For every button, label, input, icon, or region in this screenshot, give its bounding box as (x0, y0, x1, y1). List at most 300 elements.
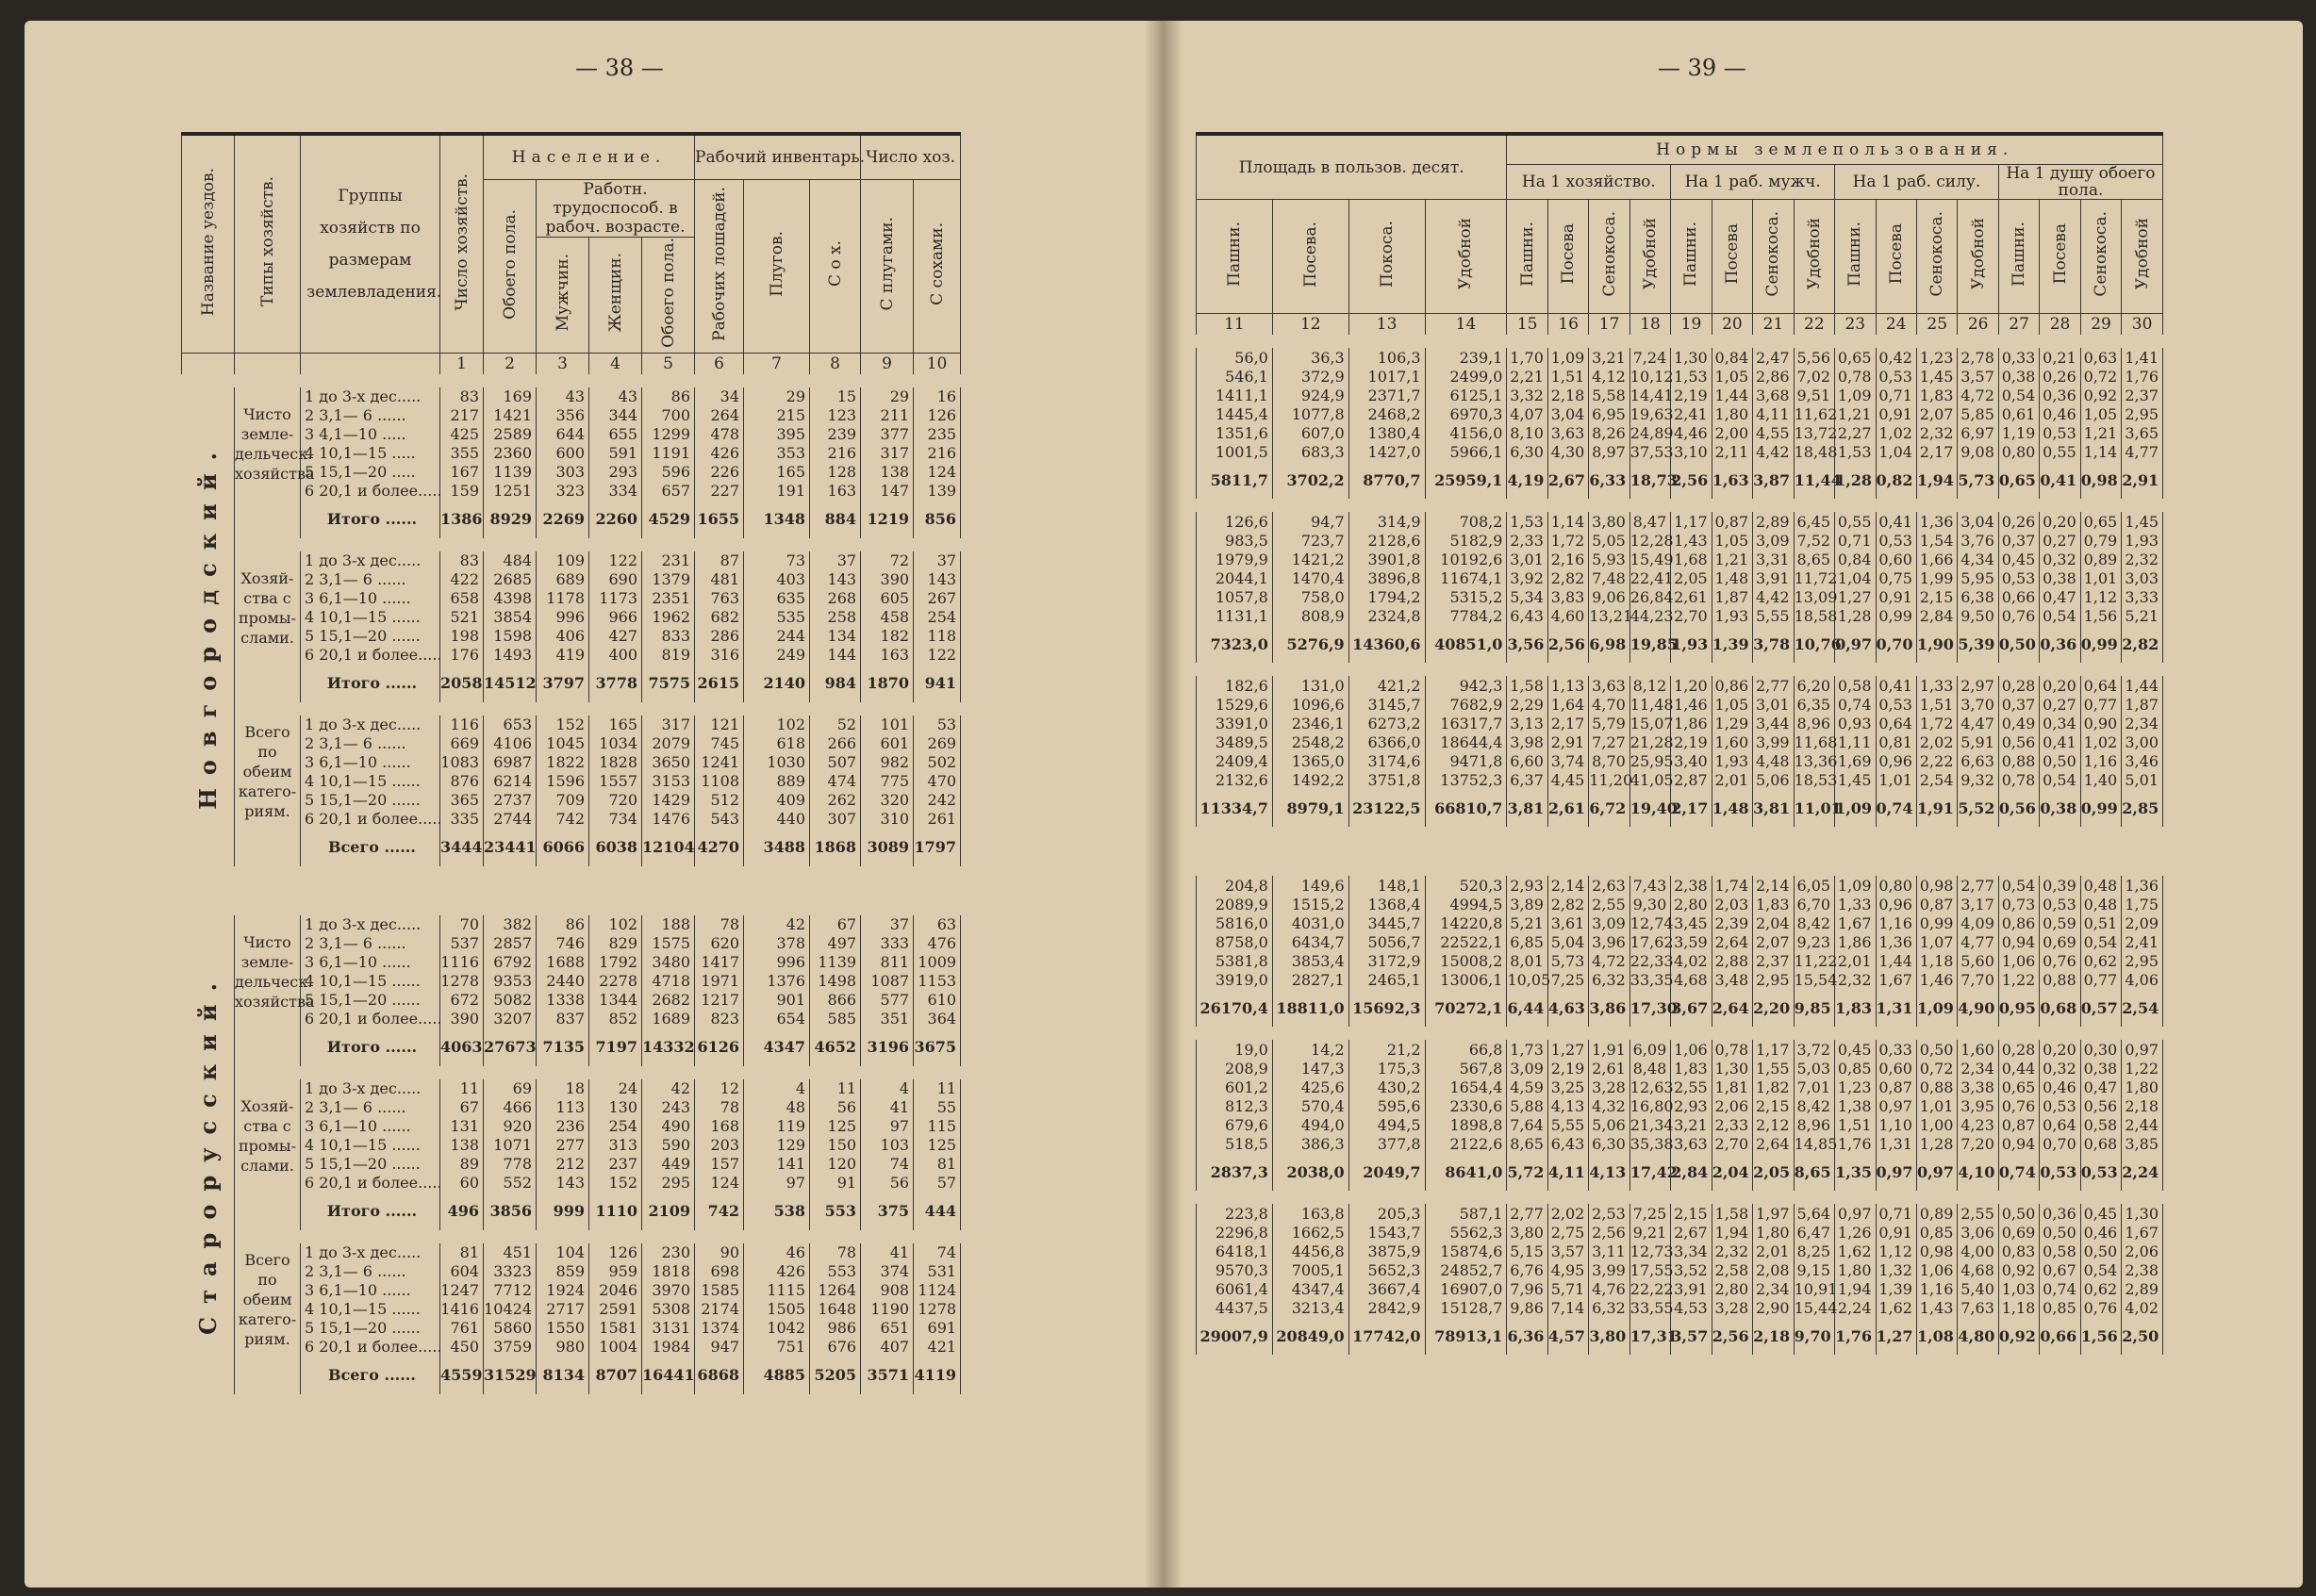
column-number-blank (182, 353, 235, 374)
value-cell: 2,70 (1712, 1134, 1752, 1153)
value-cell: 4,34 (1958, 550, 1998, 568)
header-with-sokha: С сохами. (914, 180, 961, 354)
norm-sown: Посева (1876, 200, 1916, 314)
value-cell: 920 (484, 1117, 537, 1136)
value-cell: 22,33 (1629, 951, 1674, 970)
value-cell: 0,53 (2040, 1096, 2080, 1115)
total-value: 1797 (914, 829, 961, 866)
value-cell: 8,12 (1629, 676, 1670, 695)
value-cell: 2,14 (1547, 876, 1588, 895)
value-cell: 2,55 (1589, 895, 1629, 913)
total-value: 0,53 (2040, 1153, 2080, 1191)
value-cell: 0,54 (2040, 606, 2080, 625)
total-value: 29007,9 (1197, 1317, 1273, 1355)
value-cell: 6,76 (1507, 1260, 1547, 1279)
value-cell: 103 (861, 1136, 914, 1155)
total-value: 0,92 (1998, 1317, 2039, 1355)
value-cell: 16317,7 (1425, 714, 1507, 732)
value-cell: 72 (861, 551, 914, 570)
value-cell: 212 (537, 1155, 589, 1174)
header-sokha: С о х. (810, 180, 861, 354)
value-cell: 5,71 (1547, 1279, 1588, 1298)
value-cell: 78 (695, 915, 744, 934)
total-value: 3,78 (1753, 625, 1794, 663)
column-number: 12 (1272, 314, 1348, 336)
value-cell: 0,30 (2080, 1040, 2121, 1059)
value-cell: 0,76 (1998, 1096, 2039, 1115)
value-cell: 69 (484, 1079, 537, 1098)
value-cell: 1,51 (1547, 367, 1588, 386)
total-value: 6066 (537, 829, 589, 866)
value-cell: 3,63 (1547, 423, 1588, 442)
total-label: Всего ...... (301, 1357, 440, 1394)
group-label: 4 10,1—15 ..... (301, 444, 440, 463)
total-value: 8134 (537, 1357, 589, 1394)
value-cell: 1173 (589, 589, 642, 608)
value-cell: 1,05 (1712, 367, 1752, 386)
value-cell: 0,78 (1835, 367, 1876, 386)
value-cell: 723,7 (1272, 531, 1348, 550)
total-value: 4,19 (1507, 461, 1547, 499)
value-cell: 3,13 (1507, 714, 1547, 732)
table-row (182, 425, 1140, 444)
value-cell: 6,30 (1507, 442, 1547, 461)
value-cell: 168 (695, 1117, 744, 1136)
value-cell: 125 (810, 1117, 861, 1136)
value-cell: 610 (914, 991, 961, 1010)
value-cell: 4718 (642, 972, 695, 991)
value-cell: 334 (589, 482, 642, 501)
value-cell: 1178 (537, 589, 589, 608)
spacer-cell (182, 374, 961, 387)
value-cell: 8,01 (1507, 951, 1547, 970)
value-cell: 0,20 (2040, 676, 2080, 695)
farm-type: Всего по обеим катего-риям. (235, 1243, 301, 1357)
value-cell: 3,33 (2122, 587, 2163, 606)
value-cell: 1338 (537, 991, 589, 1010)
value-cell: 264 (695, 406, 744, 425)
value-cell: 152 (537, 716, 589, 734)
value-cell: 0,21 (2040, 348, 2080, 367)
value-cell: 1,55 (1753, 1059, 1794, 1078)
value-cell: 7,02 (1794, 367, 1834, 386)
value-cell: 131 (440, 1117, 484, 1136)
table-row (182, 1155, 1140, 1174)
value-cell: 1470,4 (1272, 568, 1348, 587)
value-cell: 4 (861, 1079, 914, 1098)
value-cell: 422 (440, 570, 484, 589)
total-type-blank (235, 1357, 301, 1394)
value-cell: 6,32 (1589, 1298, 1629, 1317)
table-row (182, 934, 1140, 953)
total-value: 1,31 (1876, 989, 1916, 1027)
value-cell: 0,63 (2080, 348, 2121, 367)
value-cell: 1071 (484, 1136, 537, 1155)
total-value: 3,81 (1507, 789, 1547, 827)
value-cell: 2,33 (1712, 1115, 1752, 1134)
value-cell: 86 (537, 915, 589, 934)
value-cell: 1822 (537, 753, 589, 772)
total-value: 10,76 (1794, 625, 1834, 663)
value-cell: 1087 (861, 972, 914, 991)
value-cell: 1379 (642, 570, 695, 589)
group-label: 2 3,1— 6 ...... (301, 1098, 440, 1117)
value-cell: 0,88 (1916, 1078, 1957, 1096)
value-cell: 2330,6 (1425, 1096, 1507, 1115)
total-row (1197, 1317, 2163, 1355)
total-type-blank (235, 501, 301, 538)
value-cell: 1688 (537, 953, 589, 972)
value-cell: 6366,0 (1348, 732, 1425, 751)
value-cell: 1,14 (1547, 512, 1588, 531)
value-cell: 406 (537, 627, 589, 646)
value-cell: 996 (537, 608, 589, 627)
value-cell: 8,70 (1589, 751, 1629, 770)
total-value: 2,91 (2122, 461, 2163, 499)
value-cell: 591 (589, 444, 642, 463)
value-cell: 2,77 (1958, 876, 1998, 895)
column-number: 27 (1998, 314, 2039, 336)
value-cell: 1445,4 (1197, 404, 1273, 423)
value-cell: 4,30 (1547, 442, 1588, 461)
value-cell: 5,64 (1794, 1204, 1834, 1223)
value-cell: 1,44 (1876, 951, 1916, 970)
total-value: 3488 (744, 829, 810, 866)
value-cell: 2,01 (1835, 951, 1876, 970)
value-cell: 653 (484, 716, 537, 734)
value-cell: 1,26 (1835, 1223, 1876, 1242)
total-value: 8929 (484, 501, 537, 538)
group-label: 5 15,1—20 ...... (301, 991, 440, 1010)
total-value: 8,65 (1794, 1153, 1834, 1191)
spacer-cell (1197, 1027, 2163, 1040)
column-number: 8 (810, 353, 861, 374)
total-value: 5276,9 (1272, 625, 1348, 663)
total-row (1197, 1153, 2163, 1191)
value-cell: 1108 (695, 772, 744, 791)
value-cell: 0,20 (2040, 1040, 2080, 1059)
value-cell: 1,45 (1835, 770, 1876, 789)
spacer-cell (235, 702, 1140, 716)
value-cell: 2,77 (1507, 1204, 1547, 1223)
value-cell: 0,71 (1835, 531, 1876, 550)
value-cell: 1596 (537, 772, 589, 791)
value-cell: 14,2 (1272, 1040, 1348, 1059)
value-cell: 1,43 (1671, 531, 1712, 550)
value-cell: 2,18 (2122, 1096, 2163, 1115)
total-value: 1,09 (1916, 989, 1957, 1027)
value-cell: 176 (440, 646, 484, 665)
group-label: 3 6,1—10 ...... (301, 953, 440, 972)
value-cell: 2,38 (1671, 876, 1712, 895)
value-cell: 150 (810, 1136, 861, 1155)
value-cell: 3,45 (1671, 913, 1712, 932)
value-cell: 286 (695, 627, 744, 646)
value-cell: 13,09 (1794, 587, 1838, 606)
total-value: 553 (810, 1193, 861, 1230)
value-cell: 48 (744, 1098, 810, 1117)
left-table (181, 132, 1139, 1394)
value-cell: 134 (810, 627, 861, 646)
value-cell: 947 (695, 1338, 744, 1357)
value-cell: 1557 (589, 772, 642, 791)
total-value: 17,31 (1629, 1317, 1670, 1355)
total-value: 5205 (810, 1357, 861, 1394)
value-cell: 4,09 (1958, 913, 1998, 932)
value-cell: 124 (695, 1174, 744, 1193)
column-number: 26 (1958, 314, 1998, 336)
value-cell: 0,45 (2080, 1204, 2121, 1223)
value-cell: 8,48 (1629, 1059, 1670, 1078)
group-label: 2 3,1— 6 ...... (301, 406, 440, 425)
value-cell: 6,43 (1507, 606, 1547, 625)
total-value: 5,52 (1958, 789, 1998, 827)
value-cell: 364 (914, 1010, 961, 1028)
spacer-row (182, 702, 1140, 716)
value-cell: 9,86 (1507, 1298, 1547, 1317)
header-women: Женщин. (589, 238, 642, 354)
total-value: 3196 (861, 1028, 914, 1066)
value-cell: 683,3 (1272, 442, 1348, 461)
value-cell: 0,91 (1876, 587, 1916, 606)
value-cell: 0,71 (1876, 1204, 1916, 1223)
value-cell: 56 (861, 1174, 914, 1193)
total-value: 11334,7 (1197, 789, 1273, 827)
value-cell: 124 (914, 463, 961, 482)
value-cell: 15,07 (1629, 714, 1674, 732)
group-label: 3 4,1—10 ..... (301, 425, 440, 444)
value-cell: 8,97 (1589, 442, 1629, 461)
value-cell: 1,48 (1712, 568, 1752, 587)
value-cell: 1083 (440, 753, 484, 772)
value-cell: 5,93 (1589, 550, 1629, 568)
value-cell: 507 (810, 753, 861, 772)
value-cell: 14,85 (1794, 1134, 1838, 1153)
value-cell: 2,01 (1753, 1242, 1794, 1260)
value-cell: 0,85 (1835, 1059, 1876, 1078)
value-cell: 1421,2 (1272, 550, 1348, 568)
norm-usable: Удобной (1794, 200, 1834, 314)
value-cell: 604 (440, 1262, 484, 1281)
value-cell: 8,65 (1507, 1134, 1547, 1153)
value-cell: 121 (695, 716, 744, 734)
value-cell: 1,10 (1876, 1115, 1916, 1134)
value-cell: 4 (744, 1079, 810, 1098)
value-cell: 0,53 (1876, 695, 1916, 714)
value-cell: 577 (861, 991, 914, 1010)
value-cell: 0,70 (2040, 1134, 2080, 1153)
value-cell: 2591 (589, 1300, 642, 1319)
value-cell: 216 (914, 444, 961, 463)
value-cell: 440 (744, 810, 810, 829)
group-label: 5 15,1—20 ...... (301, 627, 440, 646)
value-cell: 2044,1 (1197, 568, 1273, 587)
table-row (182, 387, 1140, 406)
value-cell: 1,45 (2122, 512, 2163, 531)
value-cell: 73 (744, 551, 810, 570)
column-number: 10 (914, 353, 961, 374)
value-cell: 81 (914, 1155, 961, 1174)
value-cell: 163 (810, 482, 861, 501)
table-row (182, 1262, 1140, 1281)
group-label: 4 10,1—15 ...... (301, 1300, 440, 1319)
value-cell: 22,41 (1629, 568, 1674, 587)
value-cell: 21,34 (1629, 1115, 1674, 1134)
total-value: 8979,1 (1272, 789, 1348, 827)
value-cell: 390 (440, 1010, 484, 1028)
value-cell: 258 (810, 608, 861, 627)
value-cell: 3,46 (2122, 751, 2163, 770)
value-cell: 1,06 (1998, 951, 2039, 970)
table-row (1197, 512, 2163, 531)
total-value: 2615 (695, 665, 744, 702)
value-cell: 1,28 (1835, 606, 1876, 625)
value-cell: 6,85 (1507, 932, 1547, 951)
value-cell: 1247 (440, 1281, 484, 1300)
total-value: 1110 (589, 1193, 642, 1230)
value-cell: 2,67 (1671, 1223, 1712, 1242)
value-cell: 0,87 (1916, 895, 1957, 913)
value-cell: 351 (861, 1010, 914, 1028)
total-value: 4885 (744, 1357, 810, 1394)
value-cell: 0,81 (1876, 732, 1916, 751)
value-cell: 143 (810, 570, 861, 589)
column-number: 7 (744, 353, 810, 374)
value-cell: 1,28 (1916, 1134, 1957, 1153)
value-cell: 148,1 (1348, 876, 1425, 895)
value-cell: 118 (914, 627, 961, 646)
value-cell: 1,04 (1835, 568, 1876, 587)
value-cell: 0,79 (2080, 531, 2121, 550)
total-value: 2,56 (1671, 461, 1712, 499)
value-cell: 6,32 (1589, 970, 1629, 989)
farm-type: Чисто земле-дельческ. хозяйства (235, 915, 301, 1028)
table-row (182, 972, 1140, 991)
value-cell: 1,43 (1916, 1298, 1957, 1317)
value-cell: 2,21 (1507, 367, 1547, 386)
total-value: 14512 (484, 665, 537, 702)
value-cell: 5,91 (1958, 732, 1998, 751)
value-cell: 56 (810, 1098, 861, 1117)
value-cell: 808,9 (1272, 606, 1348, 625)
value-cell: 0,73 (1998, 895, 2039, 913)
value-cell: 0,58 (1835, 676, 1876, 695)
value-cell: 1,60 (1712, 732, 1752, 751)
value-cell: 0,75 (1876, 568, 1916, 587)
value-cell: 1380,4 (1348, 423, 1425, 442)
value-cell: 4,72 (1589, 951, 1629, 970)
value-cell: 0,87 (1998, 1115, 2039, 1134)
value-cell: 1421 (484, 406, 537, 425)
value-cell: 106,3 (1348, 348, 1425, 367)
value-cell: 450 (440, 1338, 484, 1357)
value-cell: 5,58 (1589, 386, 1629, 404)
total-value: 4,63 (1547, 989, 1588, 1027)
total-value: 19,40 (1629, 789, 1670, 827)
total-value: 2,67 (1547, 461, 1588, 499)
value-cell: 2,17 (1916, 442, 1957, 461)
value-cell: 691 (914, 1319, 961, 1338)
total-value: 0,97 (1916, 1153, 1957, 1191)
value-cell: 5315,2 (1425, 587, 1507, 606)
value-cell: 377 (861, 425, 914, 444)
header-norms: Нормы землепользования. (1507, 134, 2163, 165)
value-cell: 0,91 (1876, 1223, 1916, 1242)
total-value: 6,36 (1507, 1317, 1547, 1355)
value-cell: 5652,3 (1348, 1260, 1425, 1279)
value-cell: 421 (914, 1338, 961, 1357)
value-cell: 2,89 (2122, 1279, 2163, 1298)
total-value: 4,13 (1589, 1153, 1629, 1191)
value-cell: 1529,6 (1197, 695, 1273, 714)
value-cell: 2,07 (1916, 404, 1957, 423)
spacer-cell (235, 538, 1140, 551)
value-cell: 0,26 (2040, 367, 2080, 386)
value-cell: 1,53 (1835, 442, 1876, 461)
total-value: 0,70 (1876, 625, 1916, 663)
column-number-blank (301, 353, 440, 374)
group-label: 1 до 3-х дес..... (301, 551, 440, 570)
value-cell: 1585 (695, 1281, 744, 1300)
value-cell: 0,48 (2080, 895, 2121, 913)
value-cell: 1,72 (1547, 531, 1588, 550)
value-cell: 1,17 (1753, 1040, 1794, 1059)
value-cell: 335 (440, 810, 484, 829)
value-cell: 1,01 (1876, 770, 1916, 789)
total-value: 1,48 (1712, 789, 1752, 827)
value-cell: 1,38 (1835, 1096, 1876, 1115)
group-label: 2 3,1— 6 ...... (301, 570, 440, 589)
value-cell: 1792 (589, 953, 642, 972)
value-cell: 924,9 (1272, 386, 1348, 404)
value-cell: 123 (810, 406, 861, 425)
value-cell: 0,47 (2040, 587, 2080, 606)
value-cell: 689 (537, 570, 589, 589)
value-cell: 5,21 (2122, 606, 2163, 625)
value-cell: 1,45 (1916, 367, 1957, 386)
value-cell: 5,05 (1589, 531, 1629, 550)
total-value: 4,11 (1547, 1153, 1588, 1191)
value-cell: 812,3 (1197, 1096, 1273, 1115)
value-cell: 6,47 (1794, 1223, 1834, 1242)
total-value: 0,99 (2080, 789, 2121, 827)
total-value: 1,90 (1916, 625, 1957, 663)
table-row (182, 1281, 1140, 1300)
value-cell: 2,37 (1753, 951, 1794, 970)
value-cell: 1,30 (1712, 1059, 1752, 1078)
value-cell: 1,94 (1712, 1223, 1752, 1242)
value-cell: 0,27 (2040, 531, 2080, 550)
value-cell: 16 (914, 387, 961, 406)
value-cell: 2046 (589, 1281, 642, 1300)
table-row (1197, 1204, 2163, 1223)
value-cell: 1,00 (1916, 1115, 1957, 1134)
value-cell: 0,97 (1835, 1204, 1876, 1223)
total-value: 9,85 (1794, 989, 1834, 1027)
value-cell: 0,59 (2040, 913, 2080, 932)
total-label: Итого ...... (301, 665, 440, 702)
table-row (1197, 876, 2163, 895)
value-cell: 700 (642, 406, 695, 425)
value-cell: 182,6 (1197, 676, 1273, 695)
value-cell: 67 (440, 1098, 484, 1117)
header-men: Мужчин. (537, 238, 589, 354)
value-cell: 720 (589, 791, 642, 810)
value-cell: 19,63 (1629, 404, 1674, 423)
column-number: 18 (1629, 314, 1670, 336)
value-cell: 1924 (537, 1281, 589, 1300)
value-cell: 5,55 (1547, 1115, 1588, 1134)
